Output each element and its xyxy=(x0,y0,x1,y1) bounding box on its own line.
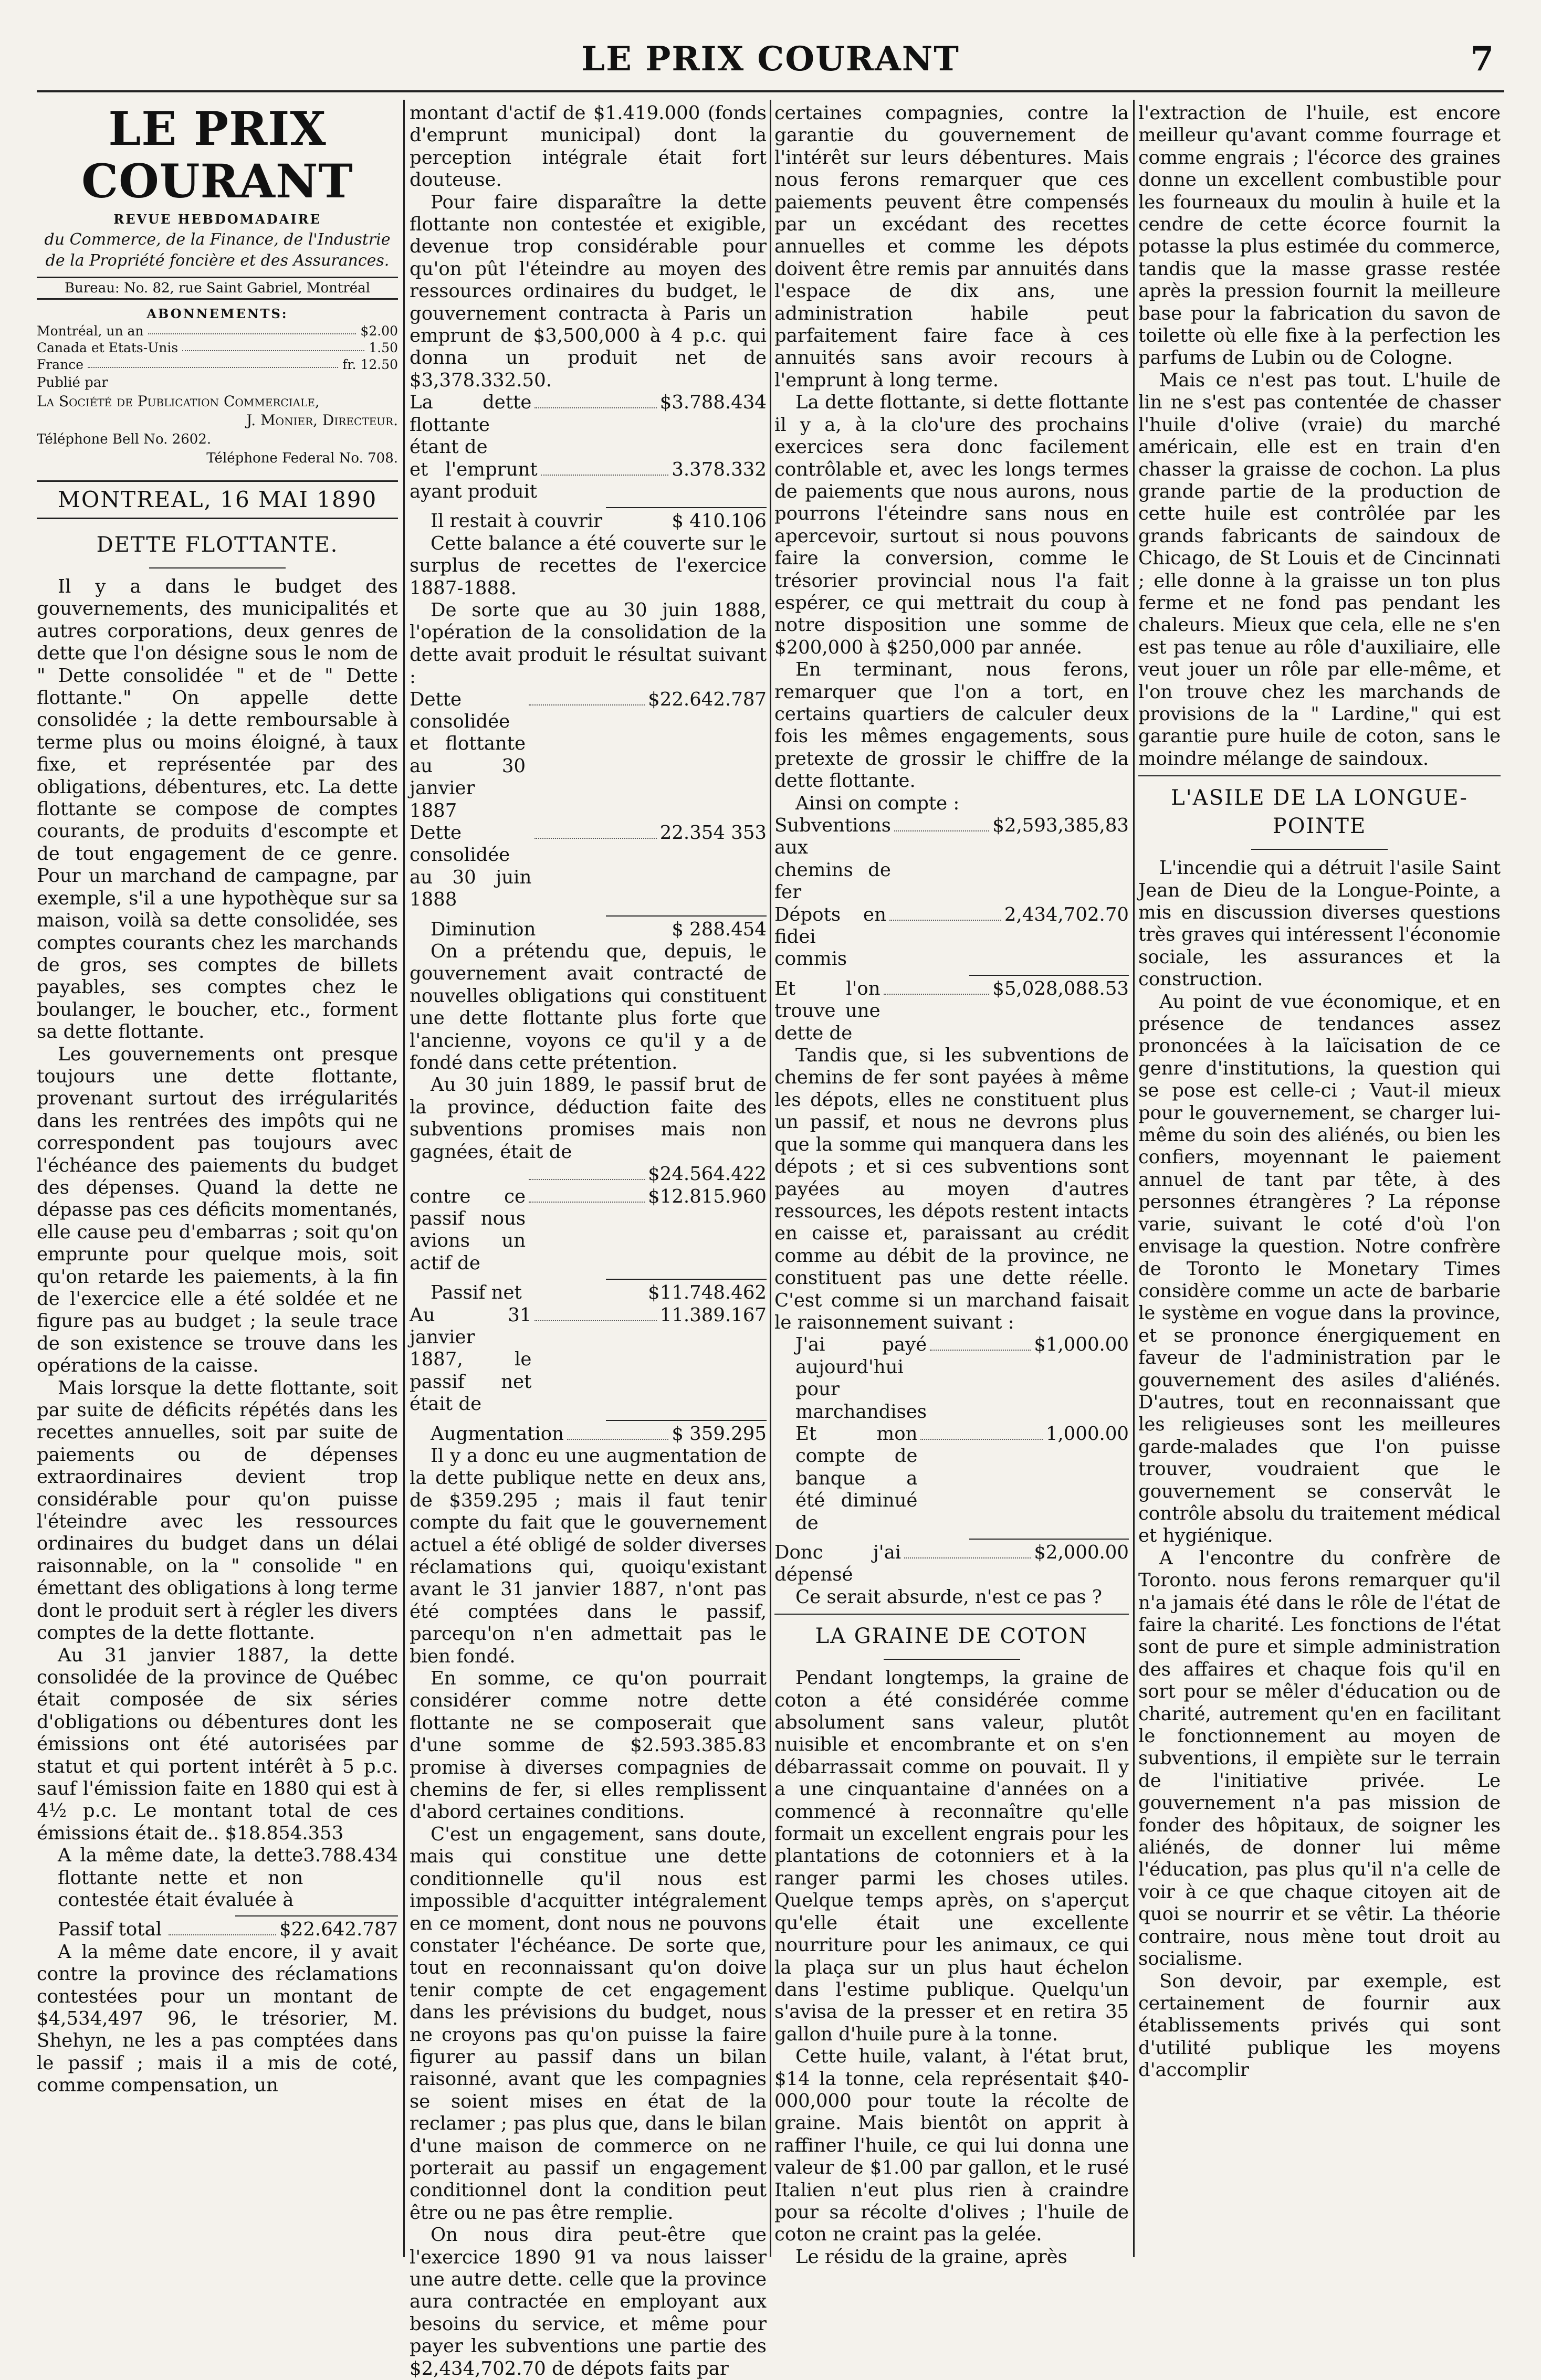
page-header xyxy=(0,0,1541,100)
ledger-row: contre ce passif nous avions un actif de $12.815.960 xyxy=(410,1185,767,1274)
paragraph: Au point de vue économique, et en présence de tendances assez prononcées à la laïcisation de ce genre d'institutions, la question qui se pose est celle-ci ; Vaut-il mieux pour le gouvernement, se charger lui-même du soin des aliénés, ou bien les confiers, moyennant le paiement annuel de tant par tête, à des personnes étrangères ? La réponse varie, suivant le coté d'où l'on envisage la question. Notre confrère de Toronto le Monetary Times considère comme un acte de barbarie le système en vogue dans la province, et se prononce énergiquement en faveur de l'administration par le gouvernement des asiles d'aliénés. D'autres, tout en reconnaissant que les religieuses sont les meilleures garde-malades que l'on puisse trouver, voudraient que le gouvernement se conservât le contrôle absolu du traitement médical et hygiénique. xyxy=(1138,991,1501,1547)
paragraph: Au 30 juin 1889, le passif brut de la province, déduction faite des subventions promises mais non gagnées, était de xyxy=(410,1074,767,1163)
paragraph: Au 31 janvier 1887, la dette consolidée de la province de Québec était composée de six séries d'obligations ou débentures dont les émissions ont été autorisées par statut et qui portent intérêt à 5 p.c. sauf l'émission faite en 1880 qui est à 4½ p.c. Le montant total de ces émissions était de.. $18.854.353 xyxy=(37,1644,398,1844)
sum-rule xyxy=(606,507,767,508)
title-rule xyxy=(1251,849,1388,850)
publisher-director: J. Monier, Directeur. xyxy=(246,412,398,429)
dateline: MONTREAL, 16 MAI 1890 xyxy=(37,480,398,519)
publisher-name: La Société de Publication Commerciale, xyxy=(37,393,320,410)
sum-rule xyxy=(606,915,767,917)
column-3 xyxy=(774,102,1129,2268)
title-rule xyxy=(149,567,286,568)
ledger-row: Subventions aux chemins de fer $2,593,385,83 xyxy=(774,815,1129,903)
paragraph: Son devoir, par exemple, est certainement de fournir aux établissements privés qui sont d'utilité publique les moyens d'accomplir xyxy=(1138,1970,1501,2081)
subscription-row: France fr. 12.50 xyxy=(37,357,398,372)
ledger-row: A la même date, la dette flottante nette et non contestée était évaluée à 3.788.434 xyxy=(58,1845,398,1911)
paragraph: A la même date encore, il y avait contre la province des réclamations contestées pour un montant de $4,534,497 96, le trésorier, M. Shehyn, ne les a pas comptées dans le passif ; mais il a mis de coté, comme compensation, un xyxy=(37,1941,398,2097)
paragraph: l'extraction de l'huile, est encore meilleur qu'avant comme fourrage et comme engrais ; l'écorce des graines donne un excellent combustible pour les fourneaux du moulin à huile et la cendre de cette écorce fournit la potasse la plus estimée du commerce, tandis que la masse grasse restée après la pression fournit la meilleure base pour la fabrication du savon de toilette où elle fixe à la perfection les parfums de Lubin ou de Cologne. xyxy=(1138,102,1501,369)
section-rule xyxy=(1138,775,1501,776)
subscription-row: Montréal, un an $2.00 xyxy=(37,323,398,339)
masthead-title: LE PRIX COURANT xyxy=(81,101,353,208)
ledger-row: Et mon compte de banque a été diminué de 1,000.00 xyxy=(795,1423,1129,1534)
ledger-row: Diminution $ 288.454 xyxy=(431,918,767,940)
paragraph: A l'encontre du confrère de Toronto. nous ferons remarquer qu'il n'a jamais été dans le rôle de l'état de faire la charité. Les fonctions de l'état sont de pure et simple administration des affaires et chaque fois qu'il en sort pour se mêler d'éducation ou de charité, autrement qu'en en facilitant le fonctionnement au moyen de subventions, il empiète sur le terrain de l'initiative privée. Le gouvernement n'a pas mission de fonder des hôpitaux, de soigner les aliénés, de donner lui même l'éducation, pas plus qu'il n'a celle de voir à ce que chaque citoyen ait de quoi se nourrir et se vêtir. La théorie contraire, nous mène tout droit au socialisme. xyxy=(1138,1547,1501,1970)
paragraph: De sorte que au 30 juin 1888, l'opération de la consolidation de la dette avait produit le résultat suivant : xyxy=(410,599,767,688)
subscriptions-label: ABONNEMENTS: xyxy=(146,306,288,321)
paragraph: Il y a dans le budget des gouvernements, des municipalités et autres corporations, deux genres de dette que l'on désigne sous le nom de " Dette consolidée " et de " Dette flottante." On appelle dette consolidée ; la dette remboursable à terme plus ou moins éloigné, à taux fixe, et représentée par des obligations, débentures, etc. La dette flottante se compose de comptes courants, de produits d'escompte et de tout engagement de ce genre. Pour un marchand de campagne, par exemple, s'il a une hypothèque sur sa maison, voilà sa dette consolidée, ses comptes courants chez les marchands de gros, ses comptes de billets payables, ses comptes chez le boulanger, le boucher, etc., forment sa dette flottante. xyxy=(37,576,398,1043)
running-title: LE PRIX COURANT xyxy=(581,39,960,79)
column-divider xyxy=(770,100,771,2257)
column-divider xyxy=(403,100,405,2257)
masthead-description: du Commerce, de la Finance, de l'Industrie de la Propriété foncière et des Assurances. xyxy=(44,230,391,270)
phone-bell: Téléphone Bell No. 2602. xyxy=(37,431,212,447)
ledger-row: Au 31 janvier 1887, le passif net était de 11.389.167 xyxy=(410,1304,767,1415)
sum-rule xyxy=(606,1279,767,1280)
ledger-row: J'ai payé aujourd'hui pour marchandises $1,000.00 xyxy=(795,1334,1129,1423)
sum-rule xyxy=(606,1420,767,1421)
paragraph: montant d'actif de $1.419.000 (fonds d'emprunt municipal) dont la perception intégrale était fort douteuse. xyxy=(410,102,767,191)
ledger-row: Dette consolidée et flottante au 30 janvier 1887 $22.642.787 xyxy=(410,688,767,822)
title-rule xyxy=(884,1659,1020,1660)
phone-federal: Téléphone Federal No. 708. xyxy=(206,450,398,466)
paragraph: Le résidu de la graine, après xyxy=(795,2246,1067,2268)
paragraph: Ainsi on compte : xyxy=(795,792,960,814)
paragraph: C'est un engagement, sans doute, mais qui constitue une dette conditionnelle qu'il nous est impossible d'acquitter intégralement en ce moment, dont nous ne pouvons constater l'échéance. De sorte que, tout en reconnaissant qu'on doive tenir compte de cet engagement dans les prévisions du budget, nous ne croyons pas qu'on puisse la faire figurer au passif dans un bilan raisonné, avant que les compagnies se soient mises en état de la reclamer ; pas plus que, dans le bilan d'une maison de commerce on ne porterait au passif un engagement conditionnel dont la condition peut être ou ne pas être remplie. xyxy=(410,1823,767,2224)
masthead-address: Bureau: No. 82, rue Saint Gabriel, Montréal xyxy=(37,277,398,300)
column-divider xyxy=(1133,100,1135,2257)
paragraph: Mais lorsque la dette flottante, soit par suite de déficits répétés dans les recettes annuelles, soit par suite de paiements ou de dépenses extraordinaires devient trop considérable pour qu'on puisse l'éteindre avec les ressources ordinaires du budget dans un délai raisonnable, on la " consolide " en émettant des obligations à long terme dont le produit sert à régler les divers comptes de la dette flottante. xyxy=(37,1377,398,1644)
paragraph: On a prétendu que, depuis, le gouvernement avait contracté de nouvelles obligations qui constituent une dette flottante plus forte que l'ancienne, voyons ce qu'il y a de fondé dans cette prétention. xyxy=(410,941,767,1074)
paragraph: Ce serait absurde, n'est ce pas ? xyxy=(795,1586,1102,1608)
paragraph: certaines compagnies, contre la garantie du gouvernement de l'intérêt sur leurs débentures. Mais nous ferons remarquer que ces paiements peuvent être compensés par un excédant des recettes annuelles et comme les dépots doivent être remis par annuités dans l'espace de dix ans, une administration habile peut parfaitement faire face à ces annuités sans avoir recours à l'emprunt à long terme. xyxy=(774,102,1129,391)
paragraph: Il y a donc eu une augmentation de la dette publique nette en deux ans, de $359.295 ; mais il faut tenir compte du fait que le gouvernement actuel a été obligé de solder diverses réclamations qui, quoiqu'existant avant le 31 janvier 1887, n'ont pas été comptées dans le passif, parcequ'on n'en admettait pas le bien fondé. xyxy=(410,1445,767,1667)
paragraph: Mais ce n'est pas tout. L'huile de lin ne s'est pas contentée de chasser l'huile d'olive (vraie) du marché américain, elle est en train d'en chasser la graisse de cochon. La plus grande partie de la production de cette huile est contrôlée par les grands fabricants de saindoux de Chicago, de St Louis et de Cincinnati ; elle donne à la graisse un ton plus ferme et ne fond pas pendant les chaleurs. Mieux que cela, elle ne s'en est pas tenue au rôle d'auxiliaire, elle veut jouer un rôle par elle-même, et l'on trouve chez les marchands de provisions de la " Lardine," qui est garantie pure huile de coton, sans le moindre mélange de saindoux. xyxy=(1138,369,1501,770)
column-1 xyxy=(37,102,398,2244)
paragraph: Les gouvernements ont presque toujours une dette flottante, provenant surtout des irrégularités dans les rentrées des impôts qui ne correspondent pas toujours avec l'échéance des paiements du budget des dépenses. Quand la dette ne dépasse pas ces déficits momentanés, elle cause peu d'embarras ; soit qu'on emprunte pour quelque mois, soit qu'on retarde les paiements, à la fin de l'exercice elle a été soldée et ne figure pas au budget ; la seule trace de son existence se trouve dans les opérations de la caisse. xyxy=(37,1043,398,1377)
paragraph: Pendant longtemps, la graine de coton a été considérée comme absolument sans valeur, plutôt nuisible et encombrante et on s'en débarrassait comme on pouvait. Il y a une cinquantaine d'années on a commencé à reconnaître qu'elle formait un excellent engrais pour les plantations de cotonniers et à la ranger parmi les choses utiles. Quelque temps après, on s'aperçut qu'elle était une excellente nourriture pour les animaux, ce qui la plaça sur un plus haut échelon dans l'estime publique. Quelqu'un s'avisa de la presser et en retira 35 gallon d'huile pure à la tonne. xyxy=(774,1667,1129,2045)
paragraph: On nous dira peut-être que l'exercice 1890 91 va nous laisser une autre dette. celle que la province aura contractée en employant aux besoins du service, et même pour payer les subventions une partie des $2,434,702.70 de dépots faits par xyxy=(410,2224,767,2379)
paragraph: Tandis que, si les subventions de chemins de fer sont payées à même les dépots, elles ne constituent plus un passif, et nous ne devrons plus que la somme qui manquera dans les dépots ; et si ces subventions sont payées au moyen d'autres ressources, les dépots restent intacts en caisse et, paraissant au crédit comme au débit de la province, ne constituent pas une dette réelle. C'est comme si un marchand faisait le raisonnement suivant : xyxy=(774,1045,1129,1333)
subscription-row: Canada et Etats-Unis 1.50 xyxy=(37,340,398,355)
column-2 xyxy=(410,102,767,2379)
ledger-row: Donc j'ai dépensé $2,000.00 xyxy=(774,1542,1129,1586)
masthead-subtitle: REVUE HEBDOMADAIRE xyxy=(113,212,321,227)
ledger-row: La dette flottante étant de $3.788.434 xyxy=(410,392,767,458)
page-number: 7 xyxy=(1470,39,1494,79)
publisher-label: Publié par xyxy=(37,375,108,391)
sum-rule xyxy=(969,975,1129,976)
ledger-row: Augmentation $ 359.295 xyxy=(431,1423,767,1445)
section-rule xyxy=(774,1614,1129,1615)
article-title-dette-flottante: DETTE FLOTTANTE. xyxy=(96,533,339,557)
article-title-asile: L'ASILE DE LA LONGUE-POINTE xyxy=(1171,786,1468,839)
ledger-row: Passif net $11.748.462 xyxy=(431,1282,767,1304)
sum-rule xyxy=(235,1915,398,1916)
ledger-row: $24.564.422 xyxy=(410,1163,767,1185)
paragraph: La dette flottante, si dette flottante il y a, à la clo'ure des prochains exercices sera donc facilement contrôlable et, avec les longs termes de paiements que nous aurons, nous pourrons l'éteindre sans nous en apercevoir, surtout si nous pouvons faire la conversion, comme le trésorier provincial nous l'a fait espérer, ce qui mettrait du coup à notre disposition une somme de $200,000 à $250,000 par année. xyxy=(774,392,1129,658)
paragraph: L'incendie qui a détruit l'asile Saint Jean de Dieu de la Longue-Pointe, a mis en discussion diverses questions très graves qui intéressent l'économie sociale, les assurances et la construction. xyxy=(1138,857,1501,991)
paragraph: Cette balance a été couverte sur le surplus de recettes de l'exercice 1887-1888. xyxy=(410,532,767,599)
column-4 xyxy=(1138,102,1501,2244)
article-title-graine-de-coton: LA GRAINE DE COTON xyxy=(815,1624,1088,1649)
header-rule xyxy=(37,90,1504,92)
sum-rule xyxy=(969,1539,1129,1540)
ledger-row: Passif total $22.642.787 xyxy=(58,1919,399,1941)
ledger-row: Il restait à couvrir $ 410.106 xyxy=(431,510,767,532)
paragraph: En somme, ce qu'on pourrait considérer comme notre dette flottante ne se composerait que d'une somme de $2.593.385.83 promise à diverses compagnies de chemins de fer, si elles remplissent d'abord certaines conditions. xyxy=(410,1668,767,1823)
ledger-row: et l'emprunt ayant produit 3.378.332 xyxy=(410,458,767,502)
paragraph: Pour faire disparaître la dette flottante non contestée et exigible, devenue trop considérable pour qu'on pût l'éteindre au moyen des ressources ordinaires du budget, le gouvernement contracta à Paris un emprunt de $3,500,000 à 4 p.c. qui donna un produit net de $3,378.332.50. xyxy=(410,191,767,391)
ledger-row: Dépots en fidei commis 2,434,702.70 xyxy=(774,903,1129,970)
ledger-row: Et l'on trouve une dette de $5,028,088.53 xyxy=(774,977,1129,1044)
paragraph: En terminant, nous ferons, remarquer que l'on a tort, en certains quartiers de calculer deux fois les mêmes engagements, sous pretexte de grossir le chiffre de la dette flottante. xyxy=(774,659,1129,792)
paragraph: Cette huile, valant, à l'état brut, $14 la tonne, cela représentait $40-000,000 pour toute la récolte de graine. Mais bientôt on apprit à raffiner l'huile, ce qui lui donna une valeur de $1.00 par gallon, et le rusé Italien n'eut plus rien à craindre pour sa récolte d'olives ; l'huile de coton ne craint pas la gelée. xyxy=(774,2046,1129,2246)
ledger-row: Dette consolidée au 30 juin 1888 22.354 353 xyxy=(410,822,767,911)
